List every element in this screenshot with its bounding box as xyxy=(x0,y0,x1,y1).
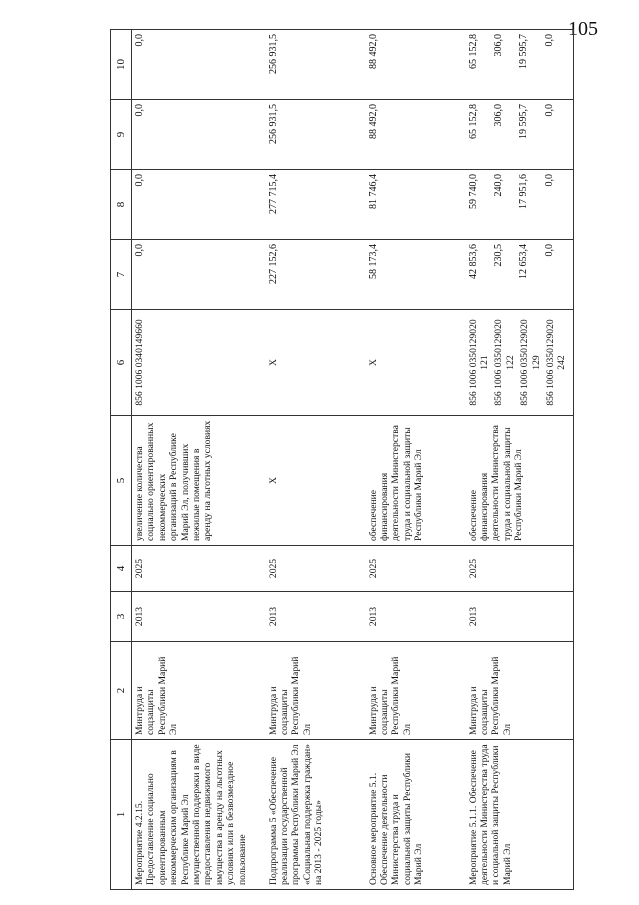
amount-col-7: 12 653,4 xyxy=(518,244,530,279)
table-row xyxy=(132,30,266,890)
start-year: 2013 xyxy=(132,592,266,642)
col-header-8: 8 xyxy=(111,170,132,240)
col-header-2: 2 xyxy=(111,642,132,740)
budget-table xyxy=(110,29,574,890)
amount-col-9: 65 152,8 xyxy=(467,104,479,139)
col-header-9: 9 xyxy=(111,100,132,170)
amount-col-9: 256 931,5 xyxy=(266,100,366,170)
activity-name: Основное мероприятие 5.1. Обеспечение деятельности Министерства труда и социальной защиты Республики Марий Эл xyxy=(366,740,466,890)
amount-col-8: 277 715,4 xyxy=(266,170,366,240)
col-header-5: 5 xyxy=(111,416,132,546)
amount-col-7: 0,0 xyxy=(132,240,266,310)
end-year: 2025 xyxy=(266,546,366,592)
amount-col-10: 256 931,5 xyxy=(266,30,366,100)
amount-col-10: 65 152,8 xyxy=(467,34,479,69)
amount-col-8: 17 951,6 xyxy=(518,174,530,209)
amount-col-9: 19 595,7 xyxy=(518,104,530,139)
expected-result: обеспечение финансирования деятельности Министерства труда и социальной защиты Республики Марий Эл xyxy=(366,416,466,546)
budget-code: Х xyxy=(266,310,366,416)
budget-code: 856 1006 0350129020 242 xyxy=(544,319,568,406)
amount-col-10: 19 595,7 xyxy=(518,34,530,69)
expected-result: Х xyxy=(266,416,366,546)
responsible-executor: Минтруда и соцзащиты Республики Марий Эл xyxy=(366,642,466,740)
start-year: 2013 xyxy=(466,592,574,642)
amount-col-8: 240,0 xyxy=(492,174,504,197)
table-row xyxy=(466,30,574,890)
col-header-10: 10 xyxy=(111,30,132,100)
amount-col-10-list xyxy=(466,30,574,100)
amount-col-7: 0,0 xyxy=(543,244,555,257)
budget-code: 856 1006 0340149660 xyxy=(132,310,266,416)
budget-code-list xyxy=(466,310,574,416)
expected-result: обеспечение финансирования деятельности Министерства труда и социальной защиты Республики Марий Эл xyxy=(466,416,574,546)
amount-col-7: 227 152,6 xyxy=(266,240,366,310)
amount-col-10: 306,0 xyxy=(492,34,504,57)
activity-name: Мероприятие 5.1.1. Обеспечение деятельности Министерства труда и социальной защиты Республики Марий Эл xyxy=(466,740,574,890)
table-row xyxy=(366,30,466,890)
col-header-6: 6 xyxy=(111,310,132,416)
table-row xyxy=(266,30,366,890)
responsible-executor: Минтруда и соцзащиты Республики Марий Эл xyxy=(266,642,366,740)
budget-code: Х xyxy=(366,310,466,416)
end-year: 2025 xyxy=(132,546,266,592)
amount-col-8: 81 746,4 xyxy=(366,170,466,240)
col-header-3: 3 xyxy=(111,592,132,642)
amount-col-9: 88 492,0 xyxy=(366,100,466,170)
amount-col-10: 0,0 xyxy=(543,34,555,47)
budget-code: 856 1006 0350129020 122 xyxy=(493,319,516,406)
activity-name: Мероприятие 4.2.15. Предоставление социально ориентированным некоммерческим организациям в Республике Марий Эл имущественной поддержки в виде предоставления недвижимого имущества в аренду на льготных условиях или в безвозмездное пользование xyxy=(132,740,266,890)
col-header-4: 4 xyxy=(111,546,132,592)
amount-col-7: 230,5 xyxy=(492,244,504,267)
amount-col-7-list xyxy=(466,240,574,310)
amount-col-10: 0,0 xyxy=(132,30,266,100)
responsible-executor: Минтруда и соцзащиты Республики Марий Эл xyxy=(132,642,266,740)
rotated-table-container xyxy=(110,30,639,890)
amount-col-9: 0,0 xyxy=(132,100,266,170)
amount-col-9: 306,0 xyxy=(492,104,504,127)
end-year: 2025 xyxy=(466,546,574,592)
amount-col-9: 0,0 xyxy=(543,104,555,117)
col-header-1: 1 xyxy=(111,740,132,890)
amount-col-8: 0,0 xyxy=(543,174,555,187)
amount-col-7: 58 173,4 xyxy=(366,240,466,310)
expected-result: увеличение количества социально ориентированных некоммерческих организаций в Республике Марий Эл, получивших нежилые помещения в аренду на льготных условиях xyxy=(132,416,266,546)
amount-col-9-list xyxy=(466,100,574,170)
amount-col-8: 0,0 xyxy=(132,170,266,240)
amount-col-10: 88 492,0 xyxy=(366,30,466,100)
amount-col-8: 59 740,0 xyxy=(467,174,479,209)
col-header-7: 7 xyxy=(111,240,132,310)
responsible-executor: Минтруда и соцзащиты Республики Марий Эл xyxy=(466,642,574,740)
budget-code: 856 1006 0350129020 129 xyxy=(519,319,542,406)
amount-col-7: 42 853,6 xyxy=(467,244,479,279)
start-year: 2013 xyxy=(366,592,466,642)
header-row xyxy=(111,30,132,890)
end-year: 2025 xyxy=(366,546,466,592)
page-number: 105 xyxy=(568,18,598,40)
activity-name: Подпрограмма 5 «Обеспечение реализации государственной программы Республики Марий Эл «Социальная поддержка граждан» на 2013 - 2025 годы» xyxy=(266,740,366,890)
amount-col-8-list xyxy=(466,170,574,240)
budget-code: 856 1006 0350129020 121 xyxy=(467,319,490,406)
start-year: 2013 xyxy=(266,592,366,642)
